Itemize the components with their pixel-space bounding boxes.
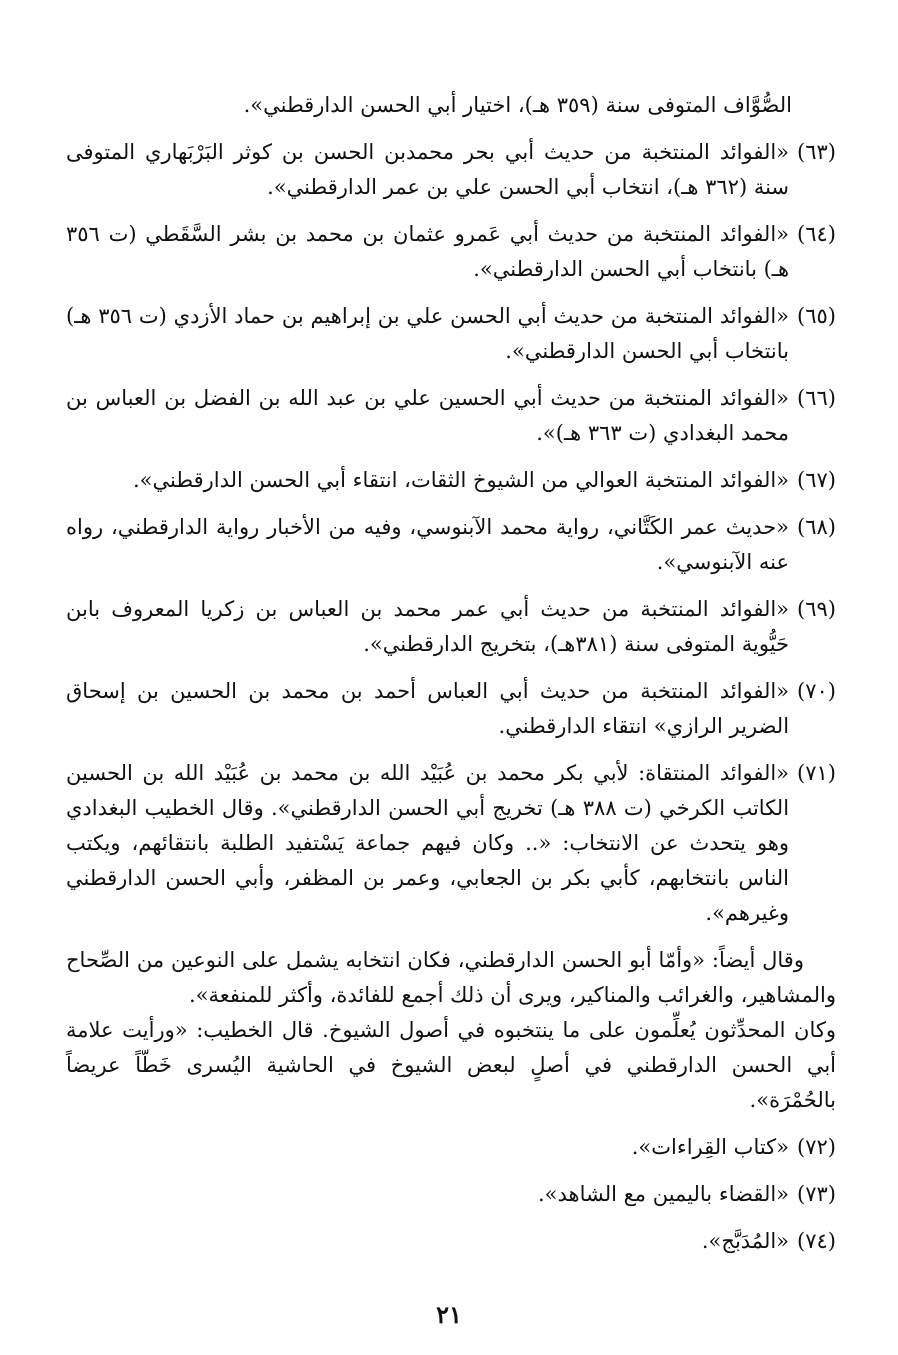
- entry-number: (٦٦): [797, 386, 836, 410]
- entry-text: «الفوائد المنتخبة من حديث أبي الحسن علي بن إبراهيم بن حماد الأزدي (ت ٣٥٦ هـ) بانتخاب أبي الحسن الدارقطني».: [66, 304, 790, 363]
- entry-number: (٦٥): [797, 304, 836, 328]
- entry-number: (٦٧): [797, 468, 836, 492]
- list-item: [66, 592, 836, 662]
- entry-number: (٧٠): [797, 679, 836, 703]
- commentary: [66, 943, 836, 1118]
- entry-text: «الفوائد المنتخبة من حديث أبي بحر محمدبن الحسن بن كوثر البَرْبَهاري المتوفى سنة (٣٦٢ هـ)، انتخاب أبي الحسن علي بن عمر الدارقطني».: [66, 140, 790, 199]
- entry-number: (٦٤): [797, 222, 836, 246]
- entry-number: (٧٤): [797, 1229, 836, 1253]
- list-item: [66, 1224, 836, 1259]
- entry-number: (٧٣): [797, 1182, 836, 1206]
- page-body: [66, 88, 836, 1271]
- entry-text: «الفوائد المنتخبة العوالي من الشيوخ الثقات، انتقاء أبي الحسن الدارقطني».: [133, 468, 790, 492]
- entry-text: «حديث عمر الكَتَّاني، رواية محمد الآبنوسي، وفيه من الأخبار رواية الدارقطني، رواه عنه الآبنوسي».: [66, 515, 790, 574]
- list-item: [66, 299, 836, 369]
- list-item: [66, 1130, 836, 1165]
- entry-number: (٦٨): [797, 515, 836, 539]
- entry-text: «الفوائد المنتخبة من حديث أبي عمر محمد بن العباس بن زكريا المعروف بابن حَيُّوية المتوفى سنة (٣٨١هـ)، بتخريج الدارقطني».: [66, 597, 790, 656]
- list-item: [66, 674, 836, 744]
- list-item: [66, 135, 836, 205]
- entry-text: «الفوائد المنتخبة من حديث أبي الحسين علي بن عبد الله بن الفضل بن العباس بن محمد البغدادي (ت ٣٦٣ هـ)».: [66, 386, 790, 445]
- entry-text: «الفوائد المنتقاة: لأبي بكر محمد بن عُبَيْد الله بن محمد بن عُبَيْد الله بن الحسين الكاتب الكرخي (ت ٣٨٨ هـ) تخريج أبي الحسن الدارقطني». وقال الخطيب البغدادي وهو يتحدث عن الانتخاب: «.. وكان فيهم جماعة يَسْتفيد الطلبة بانتقائهم، ويكتب الناس بانتخابهم، كأبي بكر بن الجعابي، وعمر بن المظفر، وأبي الحسن الدارقطني وغيرهم».: [66, 761, 790, 925]
- list-item: [66, 1177, 836, 1212]
- entry-number: (٧٢): [797, 1135, 836, 1159]
- continued-entry-text: الصُّوَّاف المتوفى سنة (٣٥٩ هـ)، اختيار أبي الحسن الدارقطني».: [243, 93, 792, 117]
- entry-number: (٦٣): [797, 140, 836, 164]
- entry-text: «الفوائد المنتخبة من حديث أبي عَمرو عثمان بن محمد بن بشر السَّقَطي (ت ٣٥٦ هـ) بانتخاب أبي الحسن الدارقطني».: [66, 222, 790, 281]
- entry-text: «المُدَبَّج».: [701, 1229, 790, 1253]
- paragraph: وقال أيضاً: «وأمّا أبو الحسن الدارقطني، فكان انتخابه يشمل على النوعين من الصِّحاح والمشاهير، والغرائب والمناكير، ويرى أن ذلك أجمع للفائدة، وأكثر للمنفعة».: [66, 948, 836, 1007]
- list-item: [66, 510, 836, 580]
- entry-number: (٦٩): [797, 597, 836, 621]
- list-item: [66, 217, 836, 287]
- list-item: [66, 463, 836, 498]
- list-item: [66, 381, 836, 451]
- entry-text: «كتاب القِراءات».: [631, 1135, 790, 1159]
- page-number: ٢١: [436, 1300, 462, 1329]
- entry-number: (٧١): [797, 761, 836, 785]
- entry-text: «القضاء باليمين مع الشاهد».: [537, 1182, 790, 1206]
- list-item: [66, 756, 836, 931]
- paragraph: وكان المحدِّثون يُعلِّمون على ما ينتخبوه في أصول الشيوخ. قال الخطيب: «ورأيت علامة أبي الحسن الدارقطني في أصلٍ لبعض الشيوخ في الحاشية اليُسرى خَطّاً عريضاً بالحُمْرَة».: [66, 1018, 836, 1112]
- entry-text: «الفوائد المنتخبة من حديث أبي العباس أحمد بن محمد بن الحسين بن إسحاق الضرير الرازي» انتقاء الدارقطني.: [66, 679, 790, 738]
